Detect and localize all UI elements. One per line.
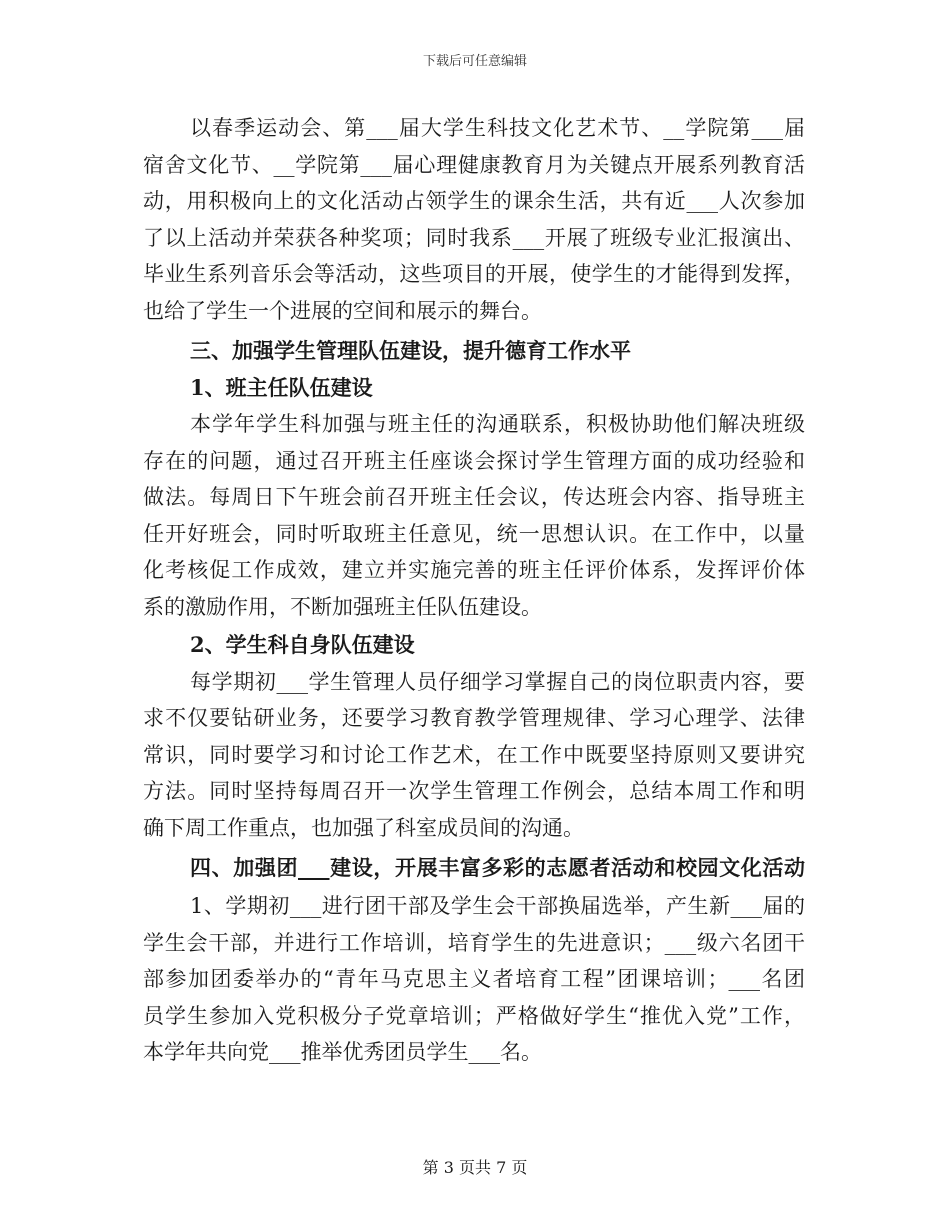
paragraph-line: 本学年共向党___推举优秀团员学生___名。 bbox=[143, 1040, 542, 1064]
paragraph-line: 本学年学生科加强与班主任的沟通联系，积极协助他们解决班级 bbox=[190, 412, 805, 436]
paragraph-line: 任开好班会，同时听取班主任意见，统一思想认识。在工作中，以量 bbox=[143, 521, 805, 546]
paragraph-line: 员学生参加入党积极分子党章培训；严格做好学生“推优入党”工作， bbox=[143, 1003, 805, 1028]
page-number: 第 3 页共 7 页 bbox=[422, 1158, 528, 1177]
paragraph-line: 宿舍文化节、__学院第___届心理健康教育月为关键点开展系列教育活 bbox=[143, 152, 805, 177]
paragraph-line: 部参加团委举办的“青年马克思主义者培育工程”团课培训；___名团 bbox=[143, 967, 805, 991]
paragraph-line: 以春季运动会、第___届大学生科技文化艺术节、__学院第___届 bbox=[190, 116, 805, 140]
paragraph-line: 毕业生系列音乐会等活动，这些项目的开展，使学生的才能得到发挥， bbox=[143, 262, 805, 286]
paragraph-line: 存在的问题，通过召开班主任座谈会探讨学生管理方面的成功经验和 bbox=[143, 448, 805, 473]
subsection-heading: 1、班主任队伍建设 bbox=[190, 374, 373, 400]
paragraph-line: 做法。每周日下午班会前召开班主任会议，传达班会内容、指导班主 bbox=[143, 485, 805, 509]
paragraph-line: 常识，同时要学习和讨论工作艺术，在工作中既要坚持原则又要讲究 bbox=[143, 742, 805, 767]
paragraph-line: 动，用积极向上的文化活动占领学生的课余生活，共有近___人次参加 bbox=[143, 189, 805, 213]
section-heading: 四、加强团___建设，开展丰富多彩的志愿者活动和校园文化活动 bbox=[190, 855, 805, 880]
section-heading: 三、加强学生管理队伍建设，提升德育工作水平 bbox=[190, 338, 631, 363]
paragraph-line: 每学期初___学生管理人员仔细学习掌握自己的岗位职责内容，要 bbox=[190, 669, 805, 694]
paragraph-line: 确下周工作重点，也加强了科室成员间的沟通。 bbox=[143, 815, 584, 840]
paragraph-line: 也给了学生一个进展的空间和展示的舞台。 bbox=[143, 298, 542, 323]
paragraph-line: 系的激励作用，不断加强班主任队伍建设。 bbox=[143, 594, 542, 619]
page-header-note: 下载后可任意编辑 bbox=[422, 54, 527, 69]
paragraph-line: 方法。同时坚持每周召开一次学生管理工作例会，总结本周工作和明 bbox=[143, 779, 805, 803]
paragraph-line: 求不仅要钻研业务，还要学习教育教学管理规律、学习心理学、法律 bbox=[143, 706, 805, 730]
paragraph-line: 化考核促工作成效，建立并实施完善的班主任评价体系，发挥评价体 bbox=[143, 558, 805, 582]
paragraph-line: 学生会干部，并进行工作培训，培育学生的先进意识；___级六名团干 bbox=[143, 930, 805, 955]
paragraph-line: 了以上活动并荣获各种奖项；同时我系___开展了班级专业汇报演出、 bbox=[143, 225, 805, 250]
document-body bbox=[143, 110, 805, 1071]
paragraph-line: 1、学期初___进行团干部及学生会干部换届选举，产生新___届的 bbox=[190, 894, 805, 918]
subsection-heading: 2、学生科自身队伍建设 bbox=[190, 632, 415, 657]
